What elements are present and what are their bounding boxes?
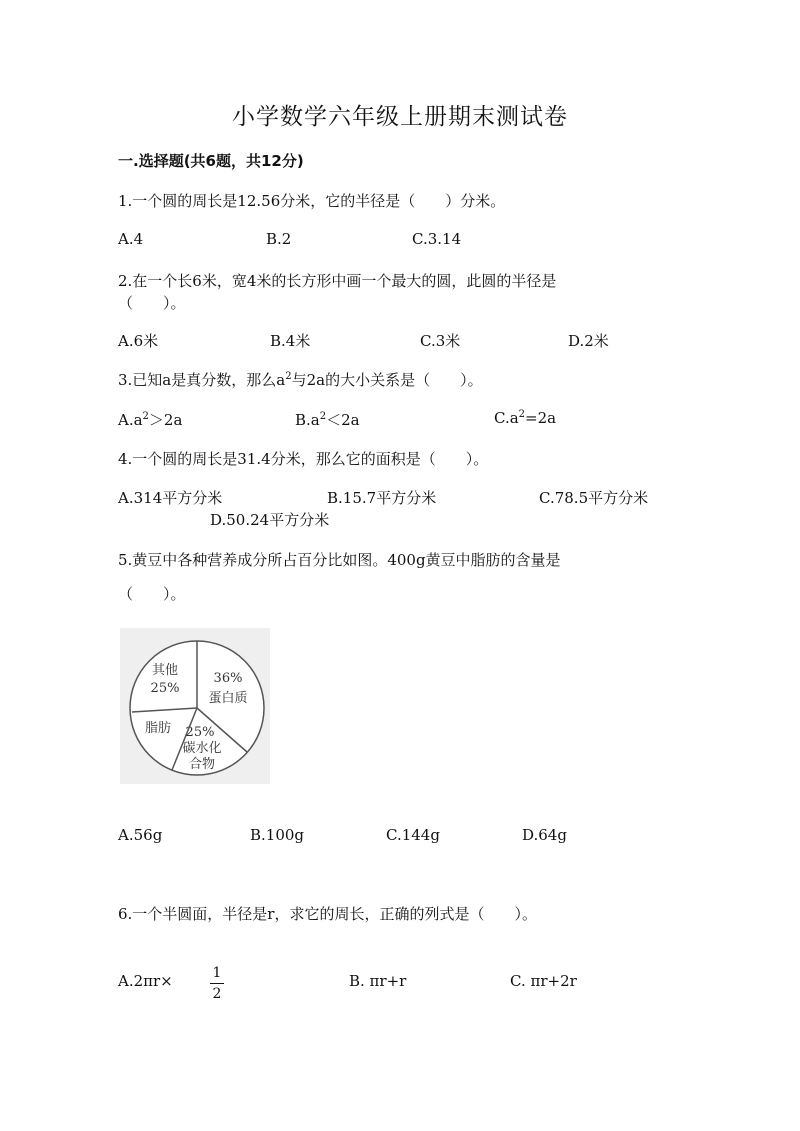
question-2-option-a[interactable]: A.6米	[118, 332, 159, 350]
question-5-option-b[interactable]: B.100g	[250, 826, 305, 844]
question-1-option-a[interactable]: A.4	[118, 230, 144, 248]
fraction-denominator: 2	[212, 986, 222, 1002]
fraction-bar	[210, 983, 224, 984]
section-heading: 一.选择题(共6题，共12分)	[118, 152, 304, 170]
nutrition-pie-chart	[120, 628, 270, 784]
question-5-option-c[interactable]: C.144g	[386, 826, 440, 844]
question-3-stem	[118, 369, 483, 390]
question-3-option-c[interactable]	[494, 409, 556, 427]
question-1-option-b[interactable]: B.2	[266, 230, 292, 248]
question-5-option-a[interactable]: A.56g	[118, 826, 163, 844]
slice-other-label: 其他	[151, 663, 179, 678]
question-5-stem-line1: 5.黄豆中各种营养成分所占百分比如图。400g黄豆中脂肪的含量是	[118, 551, 561, 569]
slice-other-percent: 25%	[150, 681, 180, 696]
question-2-stem-line1: 2.在一个长6米，宽4米的长方形中画一个最大的圆，此圆的半径是	[118, 272, 557, 290]
option-text: C.a	[494, 409, 519, 427]
question-3-stem-pre: 3.已知a是真分数，那么a	[118, 371, 286, 389]
question-3-stem-sup: 2	[285, 371, 292, 382]
pie-chart-svg	[120, 628, 270, 784]
question-2-option-b[interactable]: B.4米	[270, 332, 311, 350]
question-4-stem: 4.一个圆的周长是31.4分米，那么它的面积是（ ）。	[118, 450, 489, 468]
slice-carb-label-line2: 合物	[188, 757, 216, 772]
question-3-option-a[interactable]	[118, 409, 182, 430]
option-sup: 2	[319, 411, 327, 422]
question-6-option-a[interactable]: A.2πr×	[118, 972, 173, 990]
question-6-option-c[interactable]: C. πr+2r	[510, 972, 577, 990]
question-2-option-d[interactable]: D.2米	[568, 332, 609, 350]
question-4-option-c[interactable]: C.78.5平方分米	[539, 489, 649, 507]
question-4-option-b[interactable]: B.15.7平方分米	[327, 489, 437, 507]
question-6-option-b[interactable]: B. πr+r	[349, 972, 407, 990]
question-5-stem-line2: （ ）。	[118, 585, 186, 603]
option-text: =2a	[525, 409, 557, 427]
slice-carb-label-line1: 碳水化	[182, 741, 222, 756]
question-1-stem: 1.一个圆的周长是12.56分米，它的半径是（ ）分米。	[118, 192, 506, 210]
question-3-stem-post: 与2a的大小关系是（ ）。	[291, 371, 483, 389]
question-2-stem-line2: （ ）。	[118, 294, 186, 312]
option-text: B.a	[295, 411, 320, 429]
question-6-stem: 6.一个半圆面，半径是r，求它的周长，正确的列式是（ ）。	[118, 905, 537, 923]
question-5-option-d[interactable]: D.64g	[522, 826, 567, 844]
option-sup: 2	[518, 409, 526, 420]
question-1-option-c[interactable]: C.3.14	[412, 230, 462, 248]
slice-fat-label: 脂肪	[144, 721, 172, 736]
slice-protein-percent: 36%	[213, 671, 243, 686]
slice-carb-percent: 25%	[185, 725, 215, 740]
slice-protein-label: 蛋白质	[208, 691, 248, 706]
option-text: ＜2a	[326, 411, 360, 429]
question-4-option-d[interactable]: D.50.24平方分米	[210, 511, 330, 529]
question-3-option-b[interactable]	[295, 409, 360, 430]
page-title: 小学数学六年级上册期末测试卷	[232, 104, 568, 130]
option-text: ＞2a	[148, 411, 183, 429]
fraction-one-half	[210, 965, 224, 1002]
option-text: A.a	[118, 411, 143, 429]
question-2-option-c[interactable]: C.3米	[420, 332, 461, 350]
fraction-numerator: 1	[212, 965, 222, 981]
option-sup: 2	[142, 411, 149, 422]
question-4-option-a[interactable]: A.314平方分米	[118, 489, 223, 507]
